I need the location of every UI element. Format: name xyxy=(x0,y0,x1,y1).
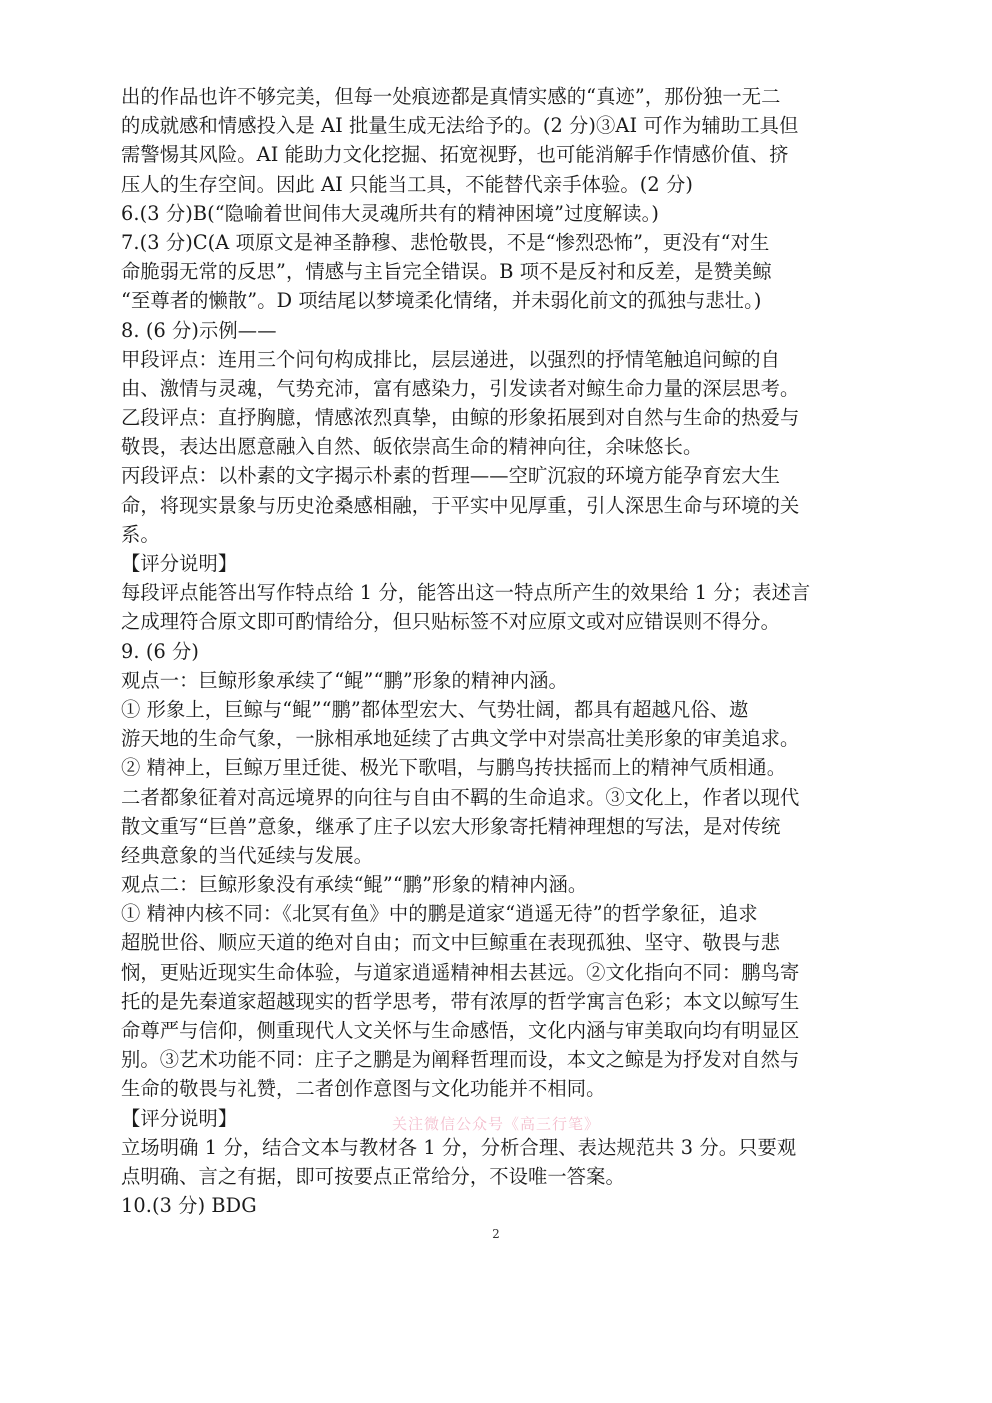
watermark: 关注微信公众号《高三行笔》 xyxy=(392,1115,601,1133)
text-line: 敬畏，表达出愿意融入自然、皈依崇高生命的精神向往，余味悠长。 xyxy=(121,435,703,459)
text-line: 的成就感和情感投入是 AI 批量生成无法给予的。(2 分)③AI 可作为辅助工具但 xyxy=(121,114,799,138)
text-line: 观点二：巨鲸形象没有承续“鲲”“鹏”形象的精神内涵。 xyxy=(121,873,588,897)
answer-text xyxy=(121,82,861,1220)
text-line: 托的是先秦道家超越现实的哲学思考，带有浓厚的哲学寓言色彩；本文以鲸写生 xyxy=(121,989,800,1013)
text-line: 别。③艺术功能不同：庄子之鹏是为阐释哲理而设，本文之鲸是为抒发对自然与 xyxy=(121,1048,800,1072)
scoring-note-heading: 【评分说明】 xyxy=(121,552,238,575)
text-line: 点明确、言之有据，即可按要点正常给分，不设唯一答案。 xyxy=(121,1164,625,1188)
text-line: 需警惕其风险。AI 能助力文化挖掘、拓宽视野，也可能消解手作情感价值、挤 xyxy=(121,143,789,167)
text-line: 乙段评点：直抒胸臆，情感浓烈真挚，由鲸的形象拓展到对自然与生命的热爱与 xyxy=(121,406,800,430)
page-number: 2 xyxy=(492,1227,500,1241)
text-line: 每段评点能答出写作特点给 1 分，能答出这一特点所产生的效果给 1 分；表述言 xyxy=(121,581,811,605)
text-line: 命，将现实景象与历史沧桑感相融，于平实中见厚重，引人深思生命与环境的关 xyxy=(121,493,800,517)
text-line: 出的作品也许不够完美，但每一处痕迹都是真情实感的“真迹”，那份独一无二 xyxy=(121,85,781,108)
text-line: 观点一：巨鲸形象承续了“鲲”“鹏”形象的精神内涵。 xyxy=(121,668,568,692)
text-line: 游天地的生命气象，一脉相承地延续了古典文学中对崇高壮美形象的审美追求。 xyxy=(121,727,800,751)
text-line: 立场明确 1 分，结合文本与教材各 1 分，分析合理、表达规范共 3 分。只要观 xyxy=(121,1135,797,1159)
answer-9: 9. (6 分) xyxy=(121,639,200,663)
text-line: 命尊严与信仰，侧重现代人文关怀与生命感悟，文化内涵与审美取向均有明显区 xyxy=(121,1019,800,1042)
text-line: “至尊者的懒散”。D 项结尾以梦境柔化情绪，并未弱化前文的孤独与悲壮。) xyxy=(121,289,762,313)
text-line: 压人的生存空间。因此 AI 只能当工具，不能替代亲手体验。(2 分) xyxy=(121,172,693,196)
text-line: 甲段评点：连用三个问句构成排比，层层递进，以强烈的抒情笔触追问鲸的自 xyxy=(121,347,780,371)
answer-8: 8. (6 分)示例—— xyxy=(121,318,277,342)
answer-6: 6.(3 分)B(“隐喻着世间伟大灵魂所共有的精神困境”过度解读。) xyxy=(121,201,659,225)
text-line: 二者都象征着对高远境界的向往与自由不羁的生命追求。③文化上，作者以现代 xyxy=(121,785,800,809)
text-line: 系。 xyxy=(121,522,160,546)
text-line: 散文重写“巨兽”意象，继承了庄子以宏大形象寄托精神理想的写法，是对传统 xyxy=(121,814,781,838)
text-line: 超脱世俗、顺应天道的绝对自由；而文中巨鲸重在表现孤独、坚守、敬畏与悲 xyxy=(121,931,780,955)
text-line: ② 精神上，巨鲸万里迁徙、极光下歌唱，与鹏鸟抟扶摇而上的精神气质相通。 xyxy=(121,756,787,780)
text-line: 之成理符合原文即可酌情给分，但只贴标签不对应原文或对应错误则不得分。 xyxy=(121,610,780,634)
text-line: 由、激情与灵魂，气势充沛，富有感染力，引发读者对鲸生命力量的深层思考。 xyxy=(121,376,800,400)
text-line: 命脆弱无常的反思”，情感与主旨完全错误。B 项不是反衬和反差，是赞美鲸 xyxy=(121,260,772,284)
scoring-note-heading: 【评分说明】 xyxy=(121,1106,238,1130)
text-line: 生命的敬畏与礼赞，二者创作意图与文化功能并不相同。 xyxy=(121,1077,606,1101)
text-line: ① 形象上，巨鲸与“鲲”“鹏”都体型宏大、气势壮阔，都具有超越凡俗、遨 xyxy=(121,697,749,721)
text-line: ① 精神内核不同：《北冥有鱼》中的鹏是道家“逍遥无待”的哲学象征，追求 xyxy=(121,902,758,926)
answer-7: 7.(3 分)C(A 项原文是神圣静穆、悲怆敬畏，不是“惨烈恐怖”，更没有“对生 xyxy=(121,230,770,254)
text-line: 经典意象的当代延续与发展。 xyxy=(121,843,373,867)
answer-10: 10.(3 分) BDG xyxy=(121,1194,257,1218)
text-line: 悯，更贴近现实生命体验，与道家逍遥精神相去甚远。②文化指向不同：鹏鸟寄 xyxy=(121,960,800,984)
text-line: 丙段评点：以朴素的文字揭示朴素的哲理——空旷沉寂的环境方能孕育宏大生 xyxy=(121,464,780,488)
